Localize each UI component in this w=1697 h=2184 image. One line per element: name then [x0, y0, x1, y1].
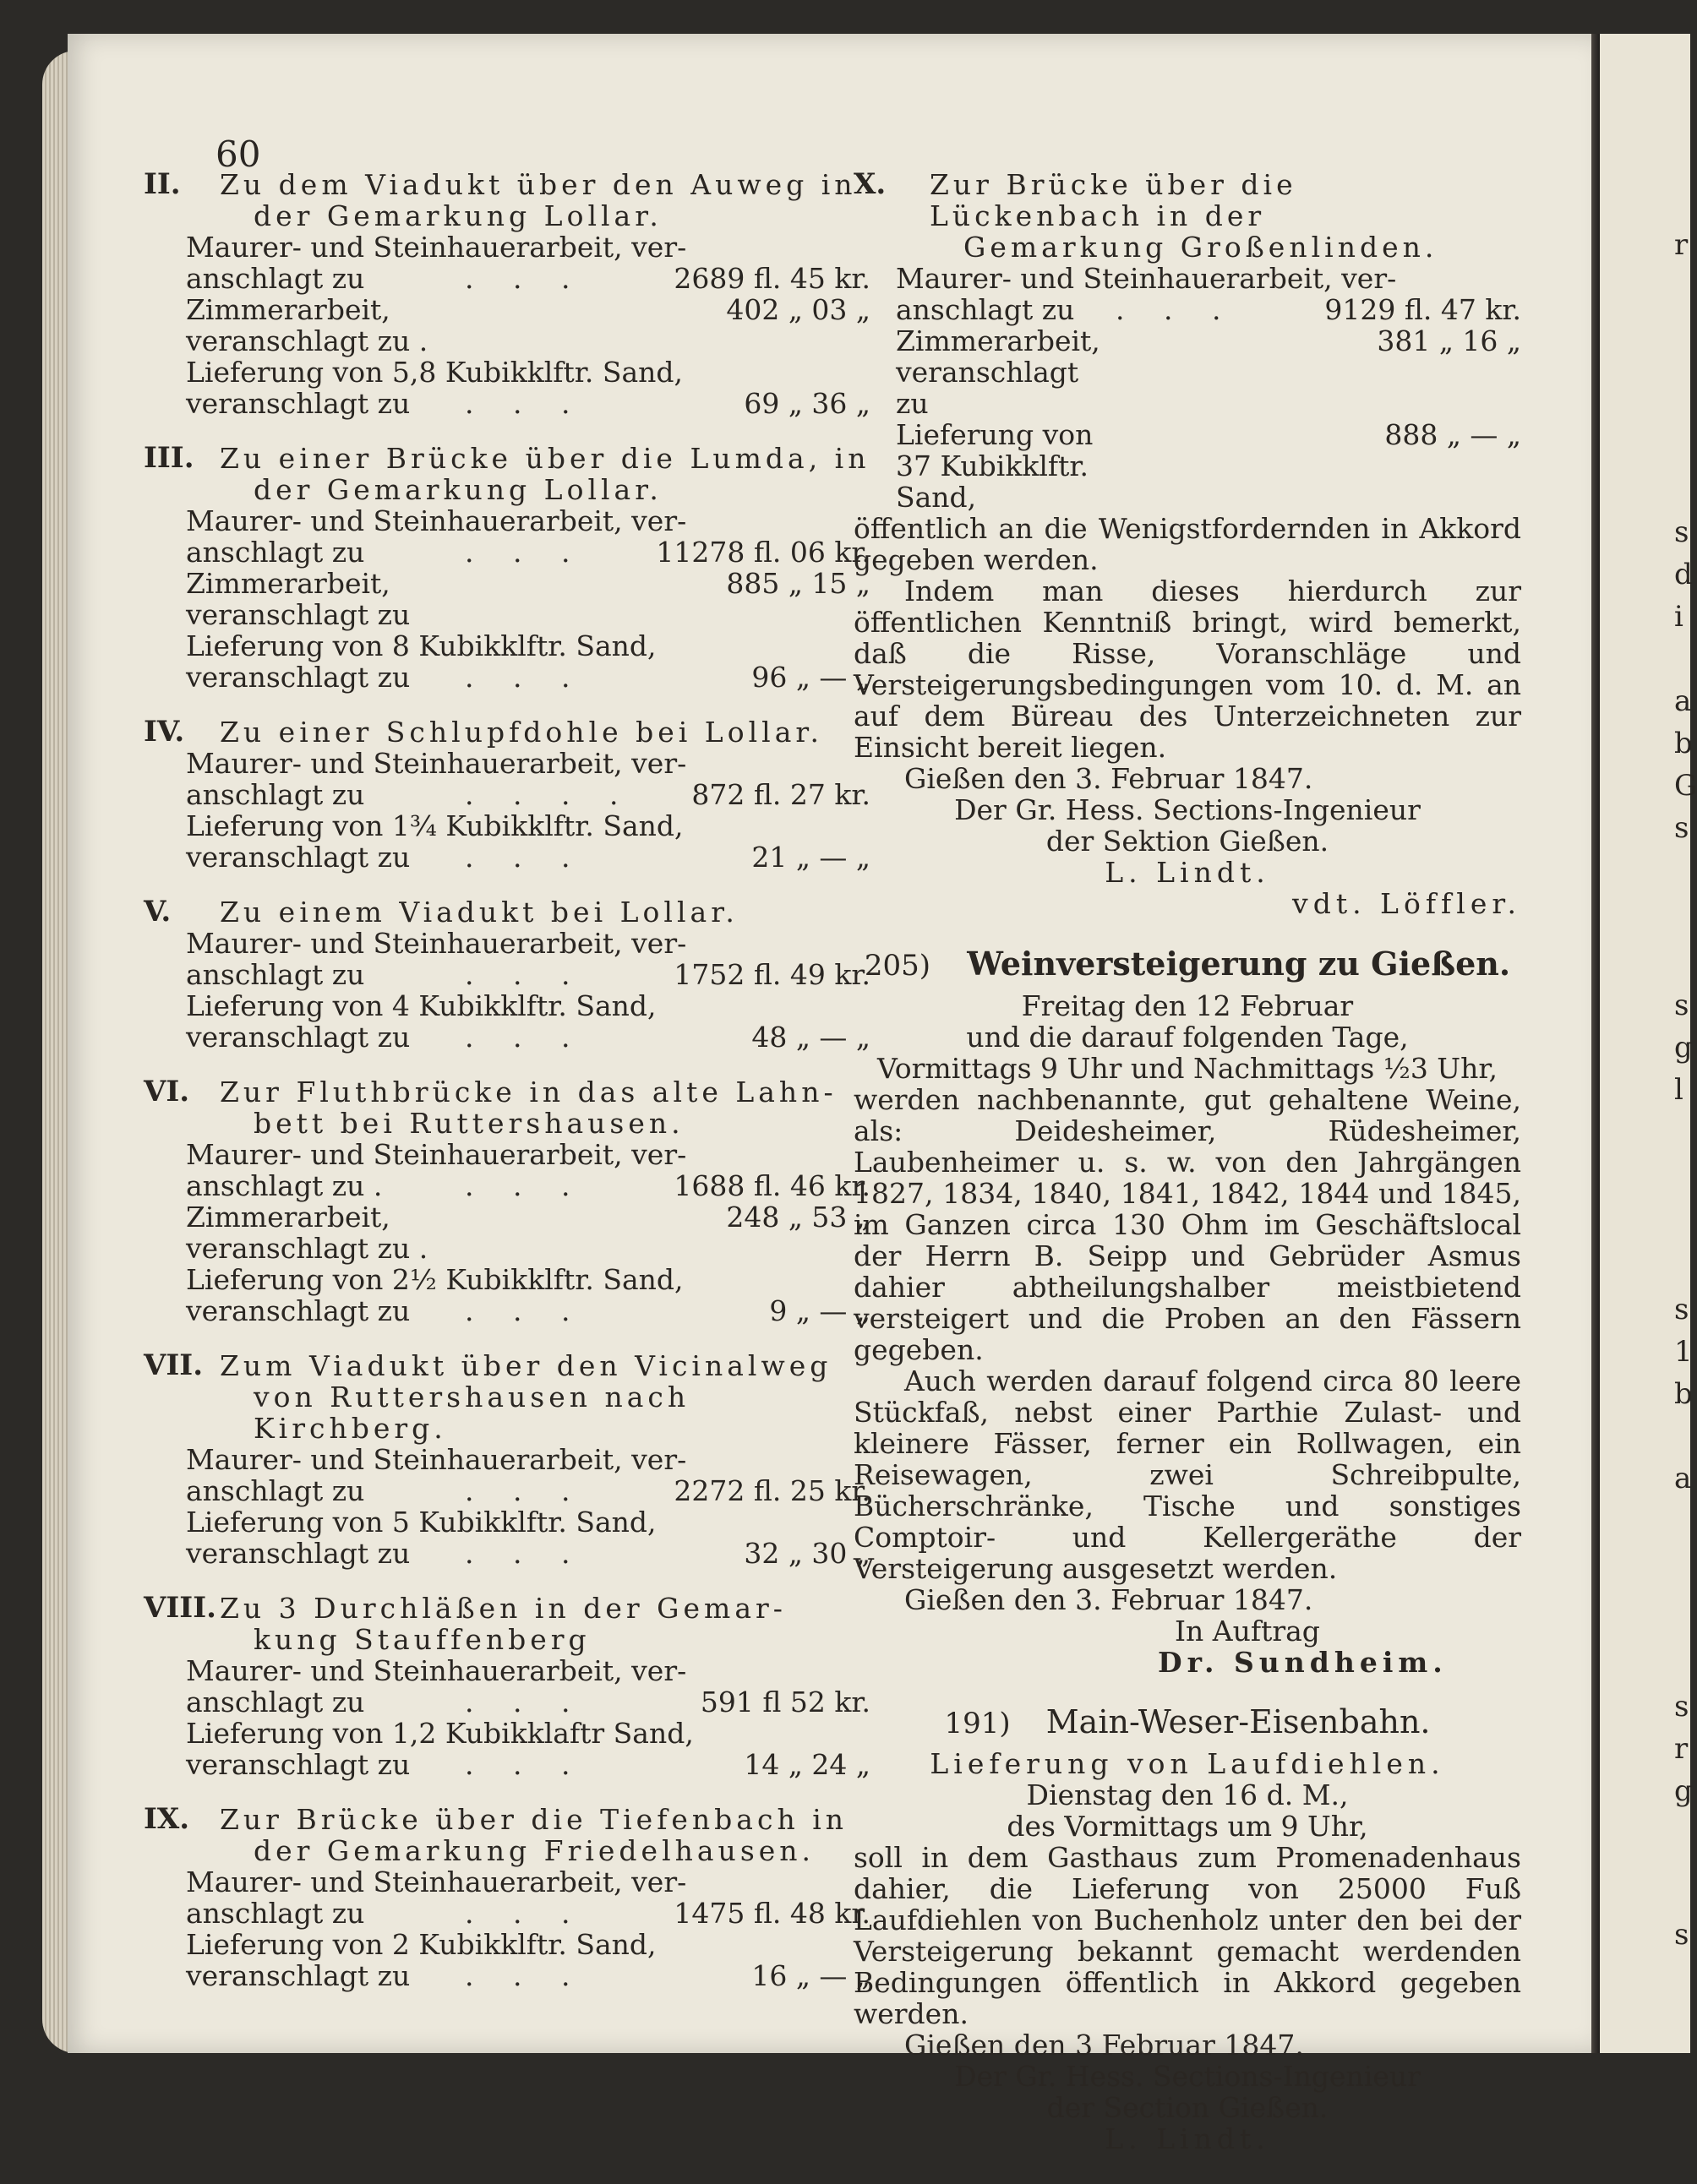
- cost-label: anschlagt zu: [186, 262, 365, 295]
- cost-label: veranschlagt zu: [186, 1959, 411, 1992]
- next-page-letter: s: [1674, 1690, 1689, 1724]
- section-ix: [144, 1804, 870, 1991]
- entry-line: Maurer- und Steinhauerarbeit, ver-: [186, 1654, 687, 1687]
- cost-amount: 248 „ 53 „: [726, 1201, 870, 1234]
- next-page-letter: s: [1674, 811, 1689, 845]
- cost-label: anschlagt zu: [186, 1897, 365, 1930]
- section-title: [144, 443, 870, 474]
- section-x-paragraph: Indem man dieses hierdurch zur öffentlichen Kenntniß bringt, wird bemerkt, daß die Risse, Voranschläge und Versteigerungsbedingungen vom 10. d. M. an auf dem Büreau des Unterzeichneten zur Einsicht bereit liegen.: [854, 575, 1521, 764]
- section-title-text: Zu 3 Durchläßen in der Gemar-: [220, 1592, 787, 1625]
- cost-label: veranschlagt zu: [186, 661, 411, 694]
- cost-amount: 885 „ 15 „: [726, 567, 870, 600]
- section-title: [144, 1350, 870, 1381]
- entry-line: Maurer- und Steinhauerarbeit, ver-: [186, 1865, 687, 1898]
- cost-amount: 16 „ — „: [751, 1959, 870, 1992]
- ad-191-line2: des Vormittags um 9 Uhr,: [1007, 1810, 1368, 1843]
- cost-amount: 591 fl 52 kr.: [700, 1686, 870, 1718]
- cost-label: veranschlagt zu: [186, 1748, 411, 1781]
- section-title-cont: der Gemarkung Lollar.: [254, 199, 663, 232]
- leader-dots: [1116, 419, 1285, 513]
- leader-dots: . . .: [465, 958, 586, 991]
- ad-205-date: Gießen den 3. Februar 1847.: [904, 1583, 1313, 1616]
- section-title-cont: der Gemarkung Lollar.: [254, 473, 663, 506]
- ad-191-sig3: L. Lindt.: [1105, 2122, 1270, 2155]
- section-vi: [144, 1076, 870, 1326]
- next-page-letter: g: [1674, 1031, 1693, 1065]
- leader-dots: . . .: [465, 1897, 586, 1930]
- section-title: [144, 716, 870, 748]
- section-title-text: Zu einer Schlupfdohle bei Lollar.: [220, 716, 824, 749]
- section-title: [144, 1804, 870, 1835]
- section-title: [144, 1076, 870, 1108]
- cost-label: anschlagt zu: [186, 1474, 365, 1507]
- leader-dots: . . .: [465, 1686, 586, 1718]
- section-title: [854, 169, 1521, 231]
- ad-205-line1: Freitag den 12 Februar: [1021, 989, 1354, 1022]
- next-page-letter: s: [1674, 989, 1689, 1022]
- section-roman: IX.: [144, 1802, 190, 1836]
- cost-row: [144, 536, 870, 568]
- section-roman: II.: [144, 167, 181, 201]
- ad-191-title: Main-Weser-Eisenbahn.: [1045, 1703, 1431, 1740]
- ad-191-body: soll in dem Gasthaus zum Promenadenhaus dahier, die Lieferung von 25000 Fuß Laufdiehlen von Buchenholz unter den bei der Versteigerung bekannt gemacht werdenden Bedingungen öffentlich in Akkord gegeben werden.: [854, 1841, 1521, 2030]
- cost-label: anschlagt zu: [186, 1686, 365, 1718]
- cost-row: [144, 294, 870, 357]
- cost-label: anschlagt zu: [186, 536, 365, 569]
- cost-row: [854, 325, 1521, 419]
- entry-line: Maurer- und Steinhauerarbeit, ver-: [186, 747, 687, 780]
- ad-205-number: 205): [864, 949, 931, 983]
- page-number: 60: [216, 133, 261, 175]
- leader-dots: [465, 294, 634, 357]
- cost-amount: 1475 fl. 48 kr.: [674, 1897, 870, 1930]
- leader-dots: [465, 1201, 634, 1264]
- section-roman: VII.: [144, 1348, 204, 1382]
- section-roman: X.: [854, 167, 887, 201]
- entry-line: Lieferung von 5,8 Kubikklftr. Sand,: [186, 356, 684, 389]
- ad-191-line1: Dienstag den 16 d. M.,: [1026, 1778, 1349, 1811]
- cost-row: [144, 1686, 870, 1718]
- cost-row: [144, 568, 870, 630]
- cost-row: [144, 1295, 870, 1326]
- cost-row: [144, 841, 870, 873]
- cost-label: Zimmerarbeit, veranschlagt zu: [896, 324, 1100, 420]
- next-page-letter: b: [1674, 727, 1693, 760]
- cost-amount: 14 „ 24 „: [744, 1748, 870, 1781]
- next-page-letter: s: [1674, 1293, 1689, 1326]
- next-page-letter: s: [1674, 515, 1689, 549]
- cost-amount: 32 „ 30 „: [744, 1537, 870, 1570]
- section-title-text: Zur Brücke über die Tiefenbach in: [220, 1803, 848, 1836]
- cost-label: Zimmerarbeit, veranschlagt zu .: [186, 293, 428, 357]
- cost-label: Zimmerarbeit, veranschlagt zu: [186, 567, 411, 631]
- cost-amount: 96 „ — „: [751, 661, 870, 694]
- cost-row: [144, 1898, 870, 1929]
- cost-amount: 1752 fl. 49 kr.: [674, 958, 870, 991]
- cost-amount: 48 „ — „: [751, 1021, 870, 1054]
- entry-line: Lieferung von 5 Kubikklftr. Sand,: [186, 1506, 657, 1539]
- cost-row: [144, 1021, 870, 1053]
- ad-191-sig2: der Section Gießen.: [1046, 2091, 1329, 2124]
- next-page-letter: 1: [1674, 1335, 1693, 1369]
- cost-row: [144, 1749, 870, 1780]
- cost-row: [854, 294, 1521, 325]
- cost-amount: 872 fl. 27 kr.: [691, 778, 870, 811]
- section-title-text: Zum Viadukt über den Vicinalweg: [220, 1349, 832, 1382]
- ad-205-line3: Vormittags 9 Uhr und Nachmittags ½3 Uhr,: [876, 1052, 1498, 1085]
- section-x-date: Gießen den 3. Februar 1847.: [904, 762, 1313, 795]
- ad-191: [854, 1703, 1521, 2155]
- leader-dots: . . .: [1116, 293, 1236, 326]
- entry-line: Maurer- und Steinhauerarbeit, ver-: [186, 1138, 687, 1171]
- cost-amount: 402 „ 03 „: [726, 293, 870, 326]
- section-iii: [144, 443, 870, 693]
- next-page-letter: g: [1674, 1774, 1693, 1808]
- cost-label: veranschlagt zu: [186, 841, 411, 874]
- next-page-letter: l: [1674, 1073, 1683, 1107]
- section-title-cont: bett bei Ruttershausen.: [254, 1107, 685, 1140]
- left-column: [144, 169, 870, 2015]
- cost-label: veranschlagt zu: [186, 387, 411, 420]
- cost-row: [144, 1201, 870, 1264]
- ad-191-sig1: Der Gr. Hess. Sections-Ingenieur: [954, 2060, 1421, 2093]
- section-ii: [144, 169, 870, 419]
- ad-205: [854, 945, 1521, 1679]
- cost-row: [144, 263, 870, 294]
- section-title-cont: der Gemarkung Friedelhausen.: [254, 1834, 816, 1867]
- section-title-text: Zu einer Brücke über die Lumda, in: [220, 442, 870, 475]
- cost-label: anschlagt zu .: [186, 1169, 383, 1202]
- leader-dots: . . .: [465, 1537, 586, 1570]
- section-title-text: Zur Fluthbrücke in das alte Lahn-: [220, 1076, 838, 1108]
- section-v: [144, 896, 870, 1053]
- entry-line: Maurer- und Steinhauerarbeit, ver-: [186, 1443, 687, 1476]
- leader-dots: . . .: [465, 1959, 586, 1992]
- ad-205-sig1: In Auftrag: [1175, 1615, 1320, 1648]
- cost-label: Zimmerarbeit, veranschlagt zu .: [186, 1201, 428, 1265]
- cost-label: anschlagt zu: [186, 958, 365, 991]
- cost-label: Lieferung von 37 Kubikklftr. Sand,: [896, 418, 1094, 514]
- cost-row: [144, 1170, 870, 1201]
- cost-amount: 21 „ — „: [751, 841, 870, 874]
- cost-amount: 69 „ 36 „: [744, 387, 870, 420]
- entry-line: Lieferung von 4 Kubikklftr. Sand,: [186, 989, 657, 1022]
- leader-dots: . . .: [465, 1474, 586, 1507]
- cost-amount: 381 „ 16 „: [1377, 324, 1521, 357]
- cost-amount: 11278 fl. 06 kr.: [656, 536, 870, 569]
- section-roman: IV.: [144, 715, 185, 749]
- section-roman: VI.: [144, 1075, 190, 1108]
- section-x: [854, 169, 1521, 919]
- leader-dots: [1116, 325, 1285, 419]
- section-iv: [144, 716, 870, 873]
- cost-row: [144, 779, 870, 810]
- cost-label: veranschlagt zu: [186, 1537, 411, 1570]
- ad-205-body2: Auch werden darauf folgend circa 80 leere Stückfaß, nebst einer Parthie Zulast- und kleinere Fässer, ferner ein Rollwagen, ein Reisewagen, zwei Schreibpulte, Bücherschränke, Tische und sonstiges Comptoir- und Kellergeräthe der Versteigerung ausgesetzt werden.: [854, 1364, 1521, 1585]
- leader-dots: . . .: [465, 536, 586, 569]
- cost-row: [144, 1538, 870, 1569]
- signature-section: der Sektion Gießen.: [1045, 825, 1329, 858]
- leader-dots: . . .: [465, 1294, 586, 1327]
- leader-dots: [465, 568, 634, 630]
- cost-amount: 1688 fl. 46 kr.: [674, 1169, 870, 1202]
- cost-amount: 9 „ — „: [769, 1294, 870, 1327]
- cost-label: anschlagt zu: [896, 293, 1075, 326]
- ad-191-date: Gießen den 3 Februar 1847.: [904, 2029, 1304, 2061]
- cost-amount: 2689 fl. 45 kr.: [674, 262, 870, 295]
- leader-dots: . . .: [465, 841, 586, 874]
- section-title-cont: von Ruttershausen nach Kirchberg.: [254, 1381, 690, 1445]
- next-page-letter: d: [1674, 558, 1693, 591]
- entry-line: Maurer- und Steinhauerarbeit, ver-: [186, 231, 687, 264]
- cost-row: [144, 1475, 870, 1506]
- next-page-letter: a: [1674, 684, 1692, 718]
- leader-dots: . . . .: [465, 778, 634, 811]
- entry-line: Lieferung von 8 Kubikklftr. Sand,: [186, 629, 657, 662]
- next-page-letter: s: [1674, 1918, 1689, 1952]
- next-page-letter: a: [1674, 1462, 1692, 1495]
- section-roman: III.: [144, 441, 194, 475]
- ad-205-body: werden nachbenannte, gut gehaltene Weine, als: Deidesheimer, Rüdesheimer, Laubenheimer u. s. w. von den Jahrgängen 1827, 1834, 1840, 1841, 1842, 1844 und 1845, im Ganzen circa 130 Ohm im Geschäftslocal der Herrn B. Seipp und Gebrüder Asmus dahier abtheilungshalber meistbietend versteigert und die Proben an den Fässern gegeben.: [854, 1083, 1521, 1366]
- right-column: [854, 169, 1521, 2154]
- ad-205-line2: und die darauf folgenden Tage,: [966, 1021, 1409, 1054]
- ad-205-sig2: Dr. Sundheim.: [1158, 1646, 1448, 1679]
- section-x-closing: öffentlich an die Wenigstfordernden in Akkord gegeben werden.: [854, 512, 1521, 576]
- leader-dots: . . .: [465, 262, 586, 295]
- cost-amount: 2272 fl. 25 kr.: [674, 1474, 870, 1507]
- next-page-letter: G: [1674, 769, 1697, 803]
- signature-title: Der Gr. Hess. Sections-Ingenieur: [954, 793, 1421, 826]
- ad-191-subtitle: Lieferung von Laufdiehlen.: [930, 1747, 1445, 1780]
- section-title-text: Zu einem Viadukt bei Lollar.: [220, 896, 739, 929]
- next-page-fragment: [1600, 34, 1697, 2053]
- section-x-lines: [854, 263, 1521, 513]
- leader-dots: . . .: [465, 1021, 586, 1054]
- ad-205-title: Weinversteigerung zu Gießen.: [967, 945, 1511, 983]
- cost-row: [144, 959, 870, 990]
- section-title-cont: Gemarkung Großenlinden.: [963, 231, 1438, 264]
- section-roman: VIII.: [144, 1591, 216, 1625]
- section-title-cont: kung Stauffenberg: [254, 1623, 591, 1656]
- next-page-letter: r: [1674, 1732, 1689, 1766]
- cost-label: veranschlagt zu: [186, 1294, 411, 1327]
- ad-191-heading: [854, 1703, 1521, 1740]
- leader-dots: . . .: [465, 1748, 586, 1781]
- section-viii: [144, 1593, 870, 1780]
- section-vii: [144, 1350, 870, 1569]
- entry-line: Maurer- und Steinhauerarbeit, ver-: [186, 927, 687, 960]
- cost-label: veranschlagt zu: [186, 1021, 411, 1054]
- signature-name: L. Lindt.: [1105, 856, 1270, 889]
- cost-row: [144, 1960, 870, 1991]
- section-title-text: Zu dem Viadukt über den Auweg in: [220, 168, 857, 201]
- cost-amount: 9129 fl. 47 kr.: [1324, 293, 1521, 326]
- leader-dots: . . .: [465, 1169, 586, 1202]
- leader-dots: . . .: [465, 387, 586, 420]
- ad-191-number: 191): [944, 1707, 1011, 1740]
- cost-row: [144, 662, 870, 693]
- next-page-letter: i: [1674, 600, 1683, 634]
- book-spine: [1591, 34, 1600, 2053]
- next-page-letter: b: [1674, 1377, 1693, 1411]
- entry-line: Lieferung von 1,2 Kubikklaftr Sand,: [186, 1717, 694, 1750]
- entry-line: Maurer- und Steinhauerarbeit, ver-: [896, 262, 1397, 295]
- section-title: [144, 896, 870, 928]
- entry-line: Lieferung von 2 Kubikklftr. Sand,: [186, 1928, 657, 1961]
- cost-row: [144, 388, 870, 419]
- cost-row: [854, 419, 1521, 513]
- entry-line: Lieferung von 2½ Kubikklftr. Sand,: [186, 1263, 684, 1296]
- cost-label: anschlagt zu: [186, 778, 365, 811]
- next-page-letter: r: [1674, 228, 1689, 262]
- section-title: [144, 1593, 870, 1624]
- section-title-text: Zur Brücke über die Lückenbach in der: [930, 168, 1297, 232]
- entry-line: Maurer- und Steinhauerarbeit, ver-: [186, 504, 687, 537]
- section-title: [144, 169, 870, 200]
- entry-line: Lieferung von 1¾ Kubikklftr. Sand,: [186, 809, 684, 842]
- ad-205-heading: [854, 945, 1521, 983]
- leader-dots: . . .: [465, 661, 586, 694]
- section-roman: V.: [144, 895, 172, 929]
- cost-amount: 888 „ — „: [1384, 418, 1521, 451]
- signature-vdt: vdt. Löffler.: [1292, 887, 1521, 920]
